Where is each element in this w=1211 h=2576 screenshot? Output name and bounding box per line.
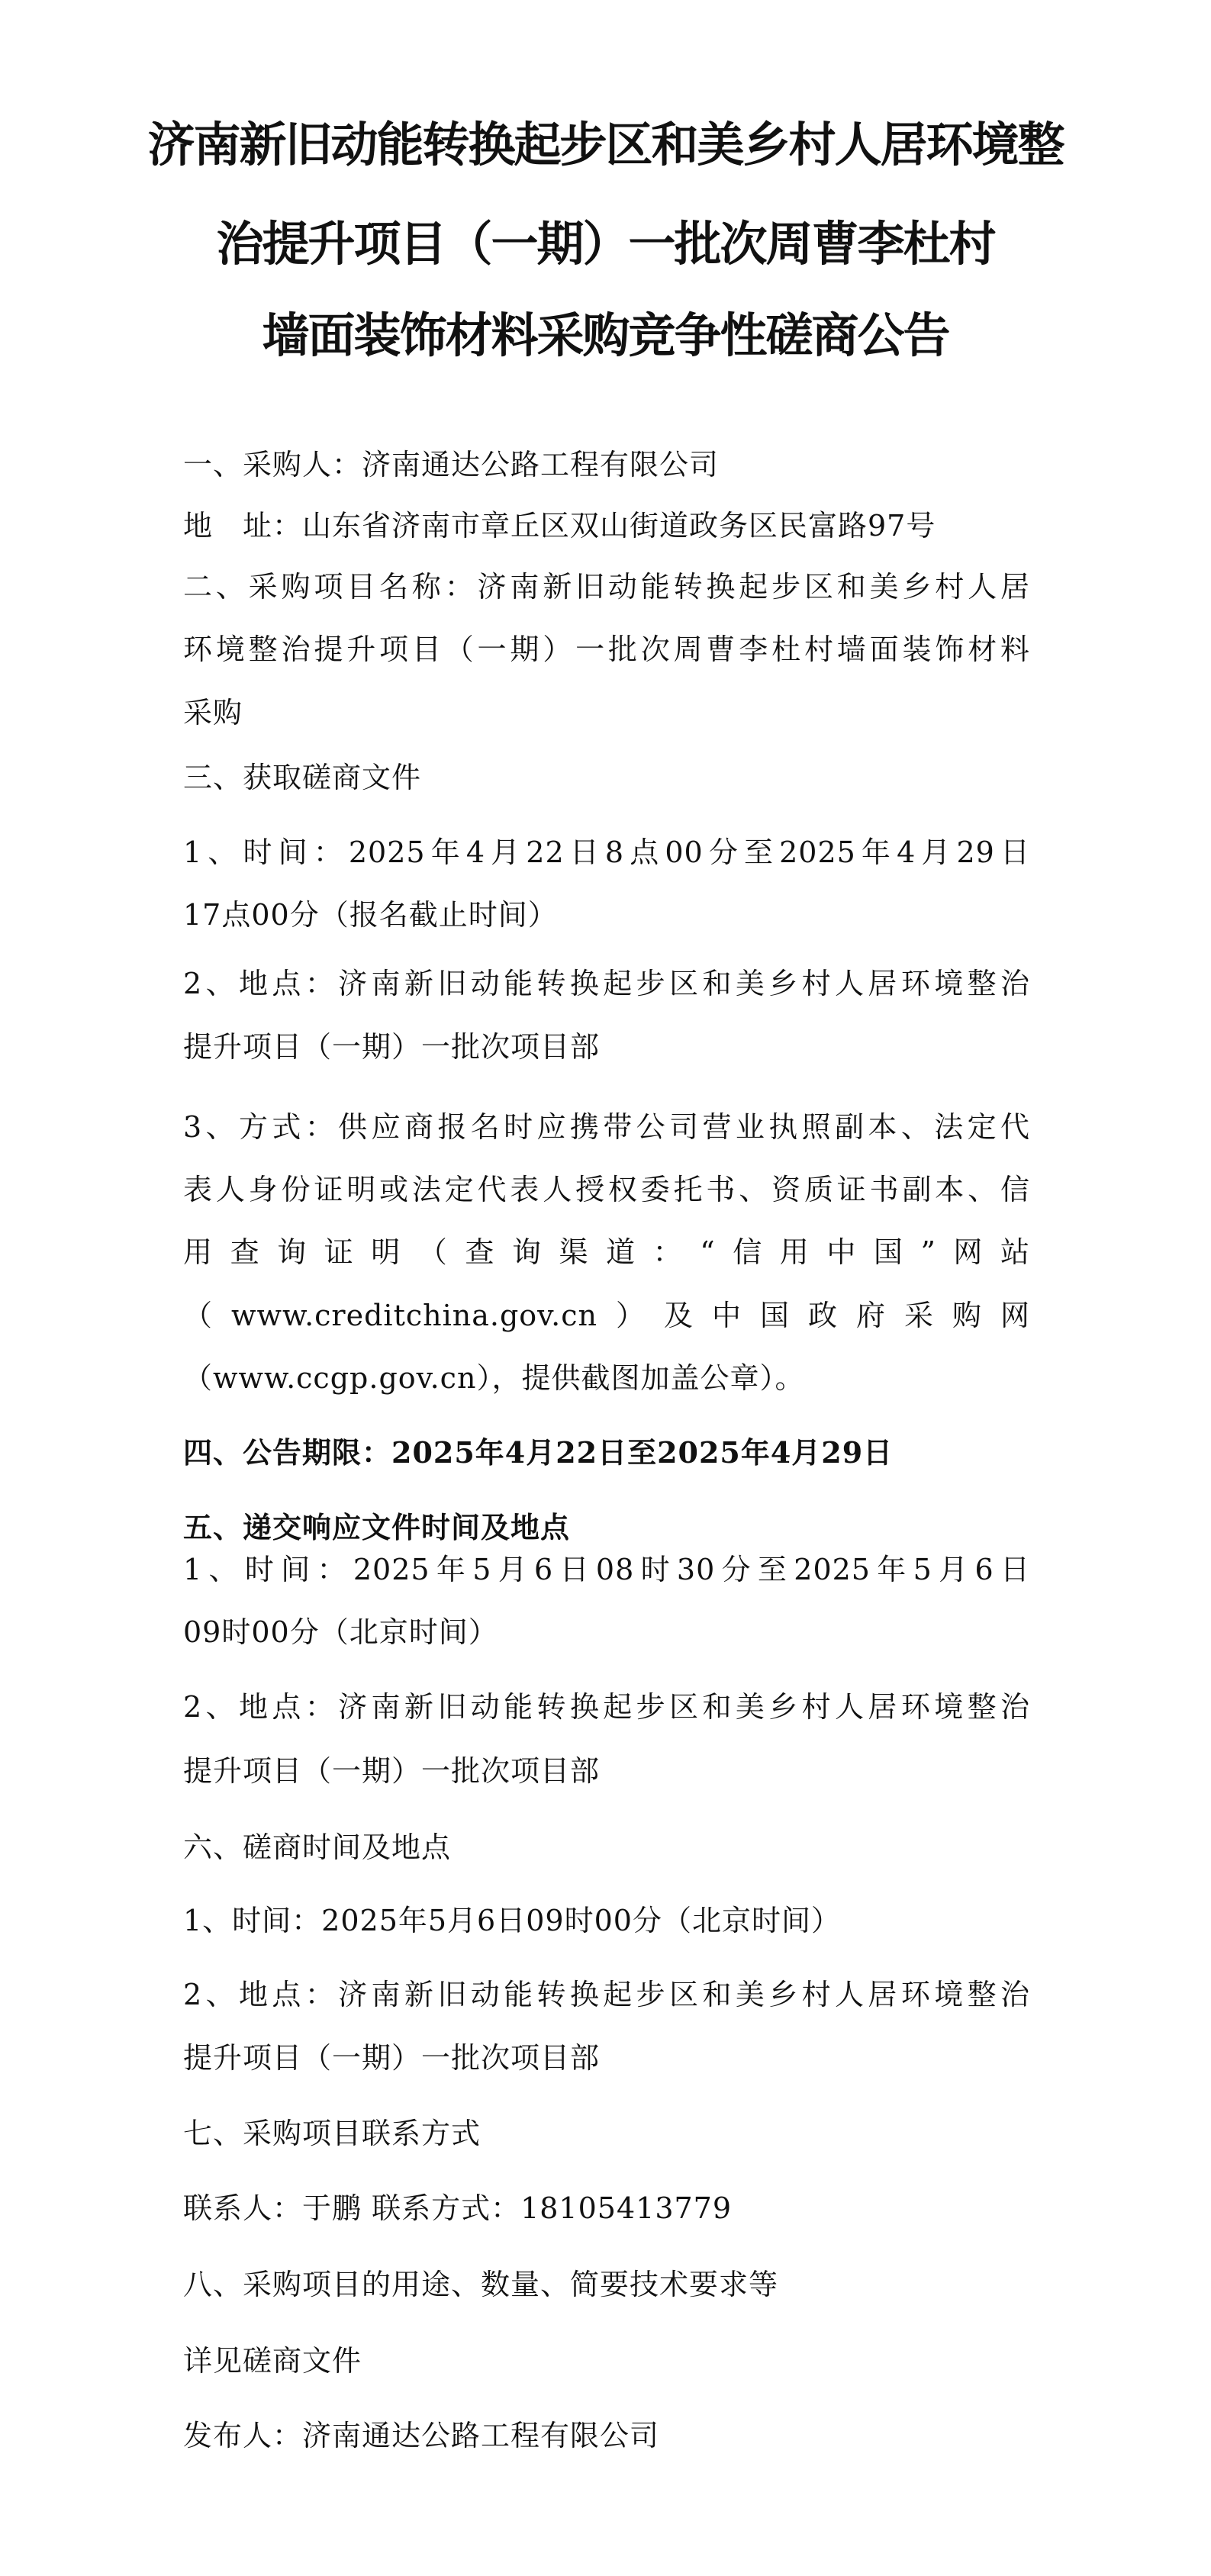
obtain-method-line-3: 用查询证明（查询渠道：“信用中国”网站	[183, 1235, 1030, 1269]
obtain-method-line-5: （www.ccgp.gov.cn），提供截图加盖公章）。	[183, 1361, 805, 1395]
obtain-time-line-1: 1、时间：2025年4月22日8点00分至2025年4月29日	[183, 836, 1030, 869]
submit-time-line-1: 1、时间：2025年5月6日08时30分至2025年5月6日	[183, 1553, 1030, 1586]
negotiation-place-line-1: 2、地点：济南新旧动能转换起步区和美乡村人居环境整治	[183, 1978, 1030, 2011]
obtain-time-line-2: 17点00分（报名截止时间）	[183, 898, 558, 932]
negotiation-place-line-2: 提升项目（一期）一批次项目部	[183, 2041, 601, 2075]
notice-period-line: 四、公告期限：2025年4月22日至2025年4月29日	[183, 1435, 894, 1470]
section-7-heading: 七、采购项目联系方式	[183, 2117, 482, 2150]
obtain-method-line-2: 表人身份证明或法定代表人授权委托书、资质证书副本、信	[183, 1173, 1030, 1206]
project-name-line-3: 采购	[183, 696, 243, 729]
address-line: 地 址：山东省济南市章丘区双山街道政务区民富路97号	[183, 509, 936, 543]
section-8-heading: 八、采购项目的用途、数量、简要技术要求等	[183, 2268, 779, 2301]
section-3-heading: 三、获取磋商文件	[183, 761, 422, 794]
purchaser-line: 一、采购人：济南通达公路工程有限公司	[183, 448, 720, 481]
obtain-method-line-4: （www.creditchina.gov.cn）及中国政府采购网	[183, 1299, 1030, 1332]
submit-place-line-1: 2、地点：济南新旧动能转换起步区和美乡村人居环境整治	[183, 1690, 1030, 1724]
project-name-line-1: 二、采购项目名称：济南新旧动能转换起步区和美乡村人居	[183, 570, 1030, 604]
negotiation-time-line: 1、时间：2025年5月6日09时00分（北京时间）	[183, 1904, 841, 1937]
section-5-heading: 五、递交响应文件时间及地点	[183, 1510, 571, 1544]
submit-place-line-2: 提升项目（一期）一批次项目部	[183, 1754, 601, 1788]
title-line-1: 济南新旧动能转换起步区和美乡村人居环境整	[147, 117, 1064, 172]
section-6-heading: 六、磋商时间及地点	[183, 1831, 452, 1864]
submit-time-line-2: 09时00分（北京时间）	[183, 1615, 498, 1649]
title-line-2: 治提升项目（一期）一批次周曹李杜村	[216, 216, 995, 272]
contact-line: 联系人：于鹏 联系方式：18105413779	[183, 2191, 733, 2225]
publisher-line: 发布人：济南通达公路工程有限公司	[183, 2419, 660, 2452]
obtain-place-line-2: 提升项目（一期）一批次项目部	[183, 1030, 601, 1064]
project-name-line-2: 环境整治提升项目（一期）一批次周曹李杜村墙面装饰材料	[183, 633, 1030, 666]
obtain-place-line-1: 2、地点：济南新旧动能转换起步区和美乡村人居环境整治	[183, 967, 1030, 1000]
title-line-3: 墙面装饰材料采购竞争性磋商公告	[262, 308, 949, 363]
obtain-method-line-1: 3、方式：供应商报名时应携带公司营业执照副本、法定代	[183, 1110, 1030, 1144]
detail-line: 详见磋商文件	[183, 2344, 362, 2378]
